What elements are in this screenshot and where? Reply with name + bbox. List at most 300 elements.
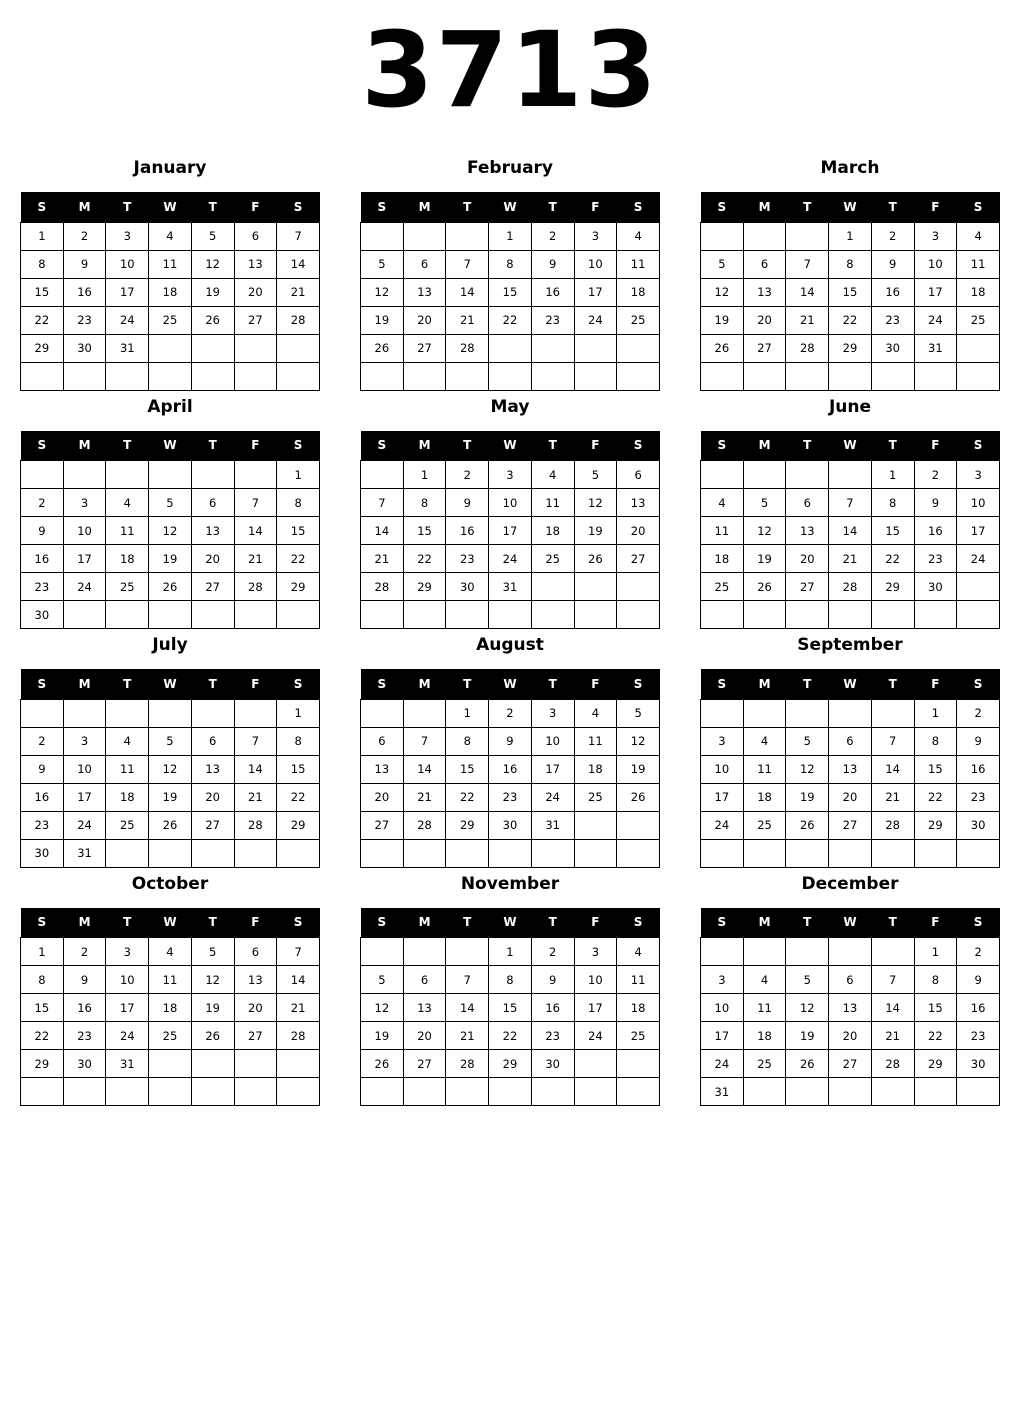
day-cell[interactable]: 2 [63, 222, 106, 250]
day-cell[interactable]: 3 [701, 966, 744, 994]
day-cell[interactable]: 26 [701, 334, 744, 362]
day-cell[interactable]: 13 [829, 994, 872, 1022]
day-cell[interactable]: 10 [574, 250, 617, 278]
day-cell[interactable]: 9 [914, 489, 957, 517]
day-cell[interactable]: 20 [743, 306, 786, 334]
day-cell[interactable]: 18 [701, 545, 744, 573]
day-cell[interactable]: 27 [403, 1050, 446, 1078]
day-cell[interactable]: 11 [701, 517, 744, 545]
day-cell[interactable]: 16 [21, 783, 64, 811]
day-cell[interactable]: 25 [149, 306, 192, 334]
day-cell[interactable]: 11 [149, 966, 192, 994]
day-cell[interactable]: 7 [446, 250, 489, 278]
day-cell[interactable]: 14 [361, 517, 404, 545]
day-cell[interactable]: 28 [277, 1022, 320, 1050]
day-cell[interactable]: 28 [871, 1050, 914, 1078]
day-cell[interactable]: 29 [403, 573, 446, 601]
day-cell[interactable]: 10 [63, 517, 106, 545]
day-cell[interactable]: 26 [743, 573, 786, 601]
day-cell[interactable]: 27 [403, 334, 446, 362]
day-cell[interactable]: 26 [786, 811, 829, 839]
day-cell[interactable]: 15 [829, 278, 872, 306]
day-cell[interactable]: 12 [191, 966, 234, 994]
day-cell[interactable]: 14 [277, 250, 320, 278]
day-cell[interactable]: 9 [21, 755, 64, 783]
day-cell[interactable]: 3 [574, 222, 617, 250]
day-cell[interactable]: 22 [21, 306, 64, 334]
day-cell[interactable]: 17 [574, 278, 617, 306]
day-cell[interactable]: 8 [277, 727, 320, 755]
day-cell[interactable]: 16 [446, 517, 489, 545]
day-cell[interactable]: 14 [446, 278, 489, 306]
day-cell[interactable]: 18 [106, 783, 149, 811]
day-cell[interactable]: 6 [829, 727, 872, 755]
day-cell[interactable]: 6 [191, 727, 234, 755]
day-cell[interactable]: 9 [489, 727, 532, 755]
day-cell[interactable]: 8 [277, 489, 320, 517]
day-cell[interactable]: 21 [871, 1022, 914, 1050]
day-cell[interactable]: 4 [574, 699, 617, 727]
day-cell[interactable]: 12 [743, 517, 786, 545]
day-cell[interactable]: 21 [234, 783, 277, 811]
day-cell[interactable]: 21 [446, 306, 489, 334]
day-cell[interactable]: 28 [234, 573, 277, 601]
day-cell[interactable]: 25 [574, 783, 617, 811]
day-cell[interactable]: 5 [786, 727, 829, 755]
day-cell[interactable]: 20 [403, 306, 446, 334]
day-cell[interactable]: 1 [21, 938, 64, 966]
day-cell[interactable]: 1 [489, 938, 532, 966]
day-cell[interactable]: 3 [914, 222, 957, 250]
day-cell[interactable]: 31 [914, 334, 957, 362]
day-cell[interactable]: 10 [701, 755, 744, 783]
day-cell[interactable]: 6 [191, 489, 234, 517]
day-cell[interactable]: 3 [531, 699, 574, 727]
day-cell[interactable]: 20 [617, 517, 660, 545]
day-cell[interactable]: 11 [743, 755, 786, 783]
day-cell[interactable]: 4 [531, 461, 574, 489]
day-cell[interactable]: 2 [914, 461, 957, 489]
day-cell[interactable]: 15 [914, 755, 957, 783]
day-cell[interactable]: 19 [361, 306, 404, 334]
day-cell[interactable]: 12 [149, 755, 192, 783]
day-cell[interactable]: 8 [829, 250, 872, 278]
day-cell[interactable]: 11 [149, 250, 192, 278]
day-cell[interactable]: 5 [361, 250, 404, 278]
day-cell[interactable]: 19 [149, 783, 192, 811]
day-cell[interactable]: 28 [446, 334, 489, 362]
day-cell[interactable]: 24 [531, 783, 574, 811]
day-cell[interactable]: 2 [489, 699, 532, 727]
day-cell[interactable]: 17 [957, 517, 1000, 545]
day-cell[interactable]: 2 [21, 727, 64, 755]
day-cell[interactable]: 5 [617, 699, 660, 727]
day-cell[interactable]: 1 [489, 222, 532, 250]
day-cell[interactable]: 27 [786, 573, 829, 601]
day-cell[interactable]: 24 [106, 306, 149, 334]
day-cell[interactable]: 14 [234, 755, 277, 783]
day-cell[interactable]: 29 [277, 573, 320, 601]
day-cell[interactable]: 13 [191, 755, 234, 783]
day-cell[interactable]: 31 [106, 1050, 149, 1078]
day-cell[interactable]: 5 [191, 938, 234, 966]
day-cell[interactable]: 11 [531, 489, 574, 517]
day-cell[interactable]: 5 [574, 461, 617, 489]
day-cell[interactable]: 23 [446, 545, 489, 573]
day-cell[interactable]: 4 [617, 222, 660, 250]
day-cell[interactable]: 21 [829, 545, 872, 573]
day-cell[interactable]: 15 [277, 517, 320, 545]
day-cell[interactable]: 10 [574, 966, 617, 994]
day-cell[interactable]: 3 [701, 727, 744, 755]
day-cell[interactable]: 22 [277, 783, 320, 811]
day-cell[interactable]: 28 [871, 811, 914, 839]
day-cell[interactable]: 23 [489, 783, 532, 811]
day-cell[interactable]: 21 [361, 545, 404, 573]
day-cell[interactable]: 9 [957, 727, 1000, 755]
day-cell[interactable]: 28 [234, 811, 277, 839]
day-cell[interactable]: 12 [701, 278, 744, 306]
day-cell[interactable]: 9 [21, 517, 64, 545]
day-cell[interactable]: 29 [277, 811, 320, 839]
day-cell[interactable]: 23 [21, 811, 64, 839]
day-cell[interactable]: 12 [786, 755, 829, 783]
day-cell[interactable]: 24 [106, 1022, 149, 1050]
day-cell[interactable]: 6 [234, 222, 277, 250]
day-cell[interactable]: 22 [403, 545, 446, 573]
day-cell[interactable]: 28 [446, 1050, 489, 1078]
day-cell[interactable]: 1 [871, 461, 914, 489]
day-cell[interactable]: 26 [149, 573, 192, 601]
day-cell[interactable]: 6 [234, 938, 277, 966]
day-cell[interactable]: 8 [914, 966, 957, 994]
day-cell[interactable]: 11 [574, 727, 617, 755]
day-cell[interactable]: 1 [829, 222, 872, 250]
day-cell[interactable]: 28 [277, 306, 320, 334]
day-cell[interactable]: 30 [531, 1050, 574, 1078]
day-cell[interactable]: 10 [489, 489, 532, 517]
day-cell[interactable]: 25 [149, 1022, 192, 1050]
day-cell[interactable]: 7 [361, 489, 404, 517]
day-cell[interactable]: 27 [191, 811, 234, 839]
day-cell[interactable]: 14 [234, 517, 277, 545]
day-cell[interactable]: 6 [361, 727, 404, 755]
day-cell[interactable]: 10 [63, 755, 106, 783]
day-cell[interactable]: 23 [63, 1022, 106, 1050]
day-cell[interactable]: 15 [21, 994, 64, 1022]
day-cell[interactable]: 8 [21, 250, 64, 278]
day-cell[interactable]: 12 [191, 250, 234, 278]
day-cell[interactable]: 14 [786, 278, 829, 306]
day-cell[interactable]: 24 [914, 306, 957, 334]
day-cell[interactable]: 25 [743, 811, 786, 839]
day-cell[interactable]: 31 [489, 573, 532, 601]
day-cell[interactable]: 5 [786, 966, 829, 994]
day-cell[interactable]: 22 [829, 306, 872, 334]
day-cell[interactable]: 3 [63, 727, 106, 755]
day-cell[interactable]: 15 [403, 517, 446, 545]
day-cell[interactable]: 2 [531, 938, 574, 966]
day-cell[interactable]: 21 [403, 783, 446, 811]
day-cell[interactable]: 9 [63, 966, 106, 994]
day-cell[interactable]: 16 [531, 278, 574, 306]
day-cell[interactable]: 5 [743, 489, 786, 517]
day-cell[interactable]: 11 [106, 755, 149, 783]
day-cell[interactable]: 16 [957, 994, 1000, 1022]
day-cell[interactable]: 19 [786, 1022, 829, 1050]
day-cell[interactable]: 25 [106, 811, 149, 839]
day-cell[interactable]: 13 [403, 994, 446, 1022]
day-cell[interactable]: 16 [531, 994, 574, 1022]
day-cell[interactable]: 7 [871, 727, 914, 755]
day-cell[interactable]: 4 [743, 727, 786, 755]
day-cell[interactable]: 10 [531, 727, 574, 755]
day-cell[interactable]: 7 [277, 938, 320, 966]
day-cell[interactable]: 6 [743, 250, 786, 278]
day-cell[interactable]: 29 [829, 334, 872, 362]
day-cell[interactable]: 17 [701, 1022, 744, 1050]
day-cell[interactable]: 30 [21, 839, 64, 867]
day-cell[interactable]: 6 [403, 250, 446, 278]
day-cell[interactable]: 23 [531, 1022, 574, 1050]
day-cell[interactable]: 30 [21, 601, 64, 629]
day-cell[interactable]: 7 [403, 727, 446, 755]
day-cell[interactable]: 28 [361, 573, 404, 601]
day-cell[interactable]: 23 [63, 306, 106, 334]
day-cell[interactable]: 24 [957, 545, 1000, 573]
day-cell[interactable]: 18 [531, 517, 574, 545]
day-cell[interactable]: 7 [829, 489, 872, 517]
day-cell[interactable]: 9 [63, 250, 106, 278]
day-cell[interactable]: 13 [786, 517, 829, 545]
day-cell[interactable]: 20 [234, 278, 277, 306]
day-cell[interactable]: 11 [617, 966, 660, 994]
day-cell[interactable]: 7 [871, 966, 914, 994]
day-cell[interactable]: 5 [701, 250, 744, 278]
day-cell[interactable]: 18 [106, 545, 149, 573]
day-cell[interactable]: 9 [871, 250, 914, 278]
day-cell[interactable]: 3 [106, 222, 149, 250]
day-cell[interactable]: 20 [403, 1022, 446, 1050]
day-cell[interactable]: 4 [106, 489, 149, 517]
day-cell[interactable]: 29 [21, 1050, 64, 1078]
day-cell[interactable]: 30 [446, 573, 489, 601]
day-cell[interactable]: 2 [957, 699, 1000, 727]
day-cell[interactable]: 6 [403, 966, 446, 994]
day-cell[interactable]: 11 [617, 250, 660, 278]
day-cell[interactable]: 19 [191, 278, 234, 306]
day-cell[interactable]: 10 [106, 250, 149, 278]
day-cell[interactable]: 15 [489, 278, 532, 306]
day-cell[interactable]: 3 [957, 461, 1000, 489]
day-cell[interactable]: 24 [489, 545, 532, 573]
day-cell[interactable]: 4 [743, 966, 786, 994]
day-cell[interactable]: 17 [489, 517, 532, 545]
day-cell[interactable]: 22 [489, 1022, 532, 1050]
day-cell[interactable]: 31 [106, 334, 149, 362]
day-cell[interactable]: 19 [149, 545, 192, 573]
day-cell[interactable]: 27 [829, 811, 872, 839]
day-cell[interactable]: 26 [574, 545, 617, 573]
day-cell[interactable]: 7 [234, 489, 277, 517]
day-cell[interactable]: 17 [106, 994, 149, 1022]
day-cell[interactable]: 11 [957, 250, 1000, 278]
day-cell[interactable]: 10 [957, 489, 1000, 517]
day-cell[interactable]: 28 [829, 573, 872, 601]
day-cell[interactable]: 2 [21, 489, 64, 517]
day-cell[interactable]: 18 [574, 755, 617, 783]
day-cell[interactable]: 2 [531, 222, 574, 250]
day-cell[interactable]: 26 [617, 783, 660, 811]
day-cell[interactable]: 5 [149, 727, 192, 755]
day-cell[interactable]: 13 [234, 966, 277, 994]
day-cell[interactable]: 28 [786, 334, 829, 362]
day-cell[interactable]: 17 [914, 278, 957, 306]
day-cell[interactable]: 29 [914, 811, 957, 839]
day-cell[interactable]: 22 [914, 783, 957, 811]
day-cell[interactable]: 3 [106, 938, 149, 966]
day-cell[interactable]: 4 [617, 938, 660, 966]
day-cell[interactable]: 12 [617, 727, 660, 755]
day-cell[interactable]: 19 [191, 994, 234, 1022]
day-cell[interactable]: 8 [489, 250, 532, 278]
day-cell[interactable]: 3 [63, 489, 106, 517]
day-cell[interactable]: 26 [191, 306, 234, 334]
day-cell[interactable]: 17 [531, 755, 574, 783]
day-cell[interactable]: 14 [829, 517, 872, 545]
day-cell[interactable]: 13 [234, 250, 277, 278]
day-cell[interactable]: 16 [63, 278, 106, 306]
day-cell[interactable]: 1 [403, 461, 446, 489]
day-cell[interactable]: 24 [701, 811, 744, 839]
day-cell[interactable]: 16 [871, 278, 914, 306]
day-cell[interactable]: 12 [361, 278, 404, 306]
day-cell[interactable]: 13 [361, 755, 404, 783]
day-cell[interactable]: 20 [191, 783, 234, 811]
day-cell[interactable]: 27 [234, 306, 277, 334]
day-cell[interactable]: 5 [361, 966, 404, 994]
day-cell[interactable]: 25 [617, 1022, 660, 1050]
day-cell[interactable]: 2 [871, 222, 914, 250]
day-cell[interactable]: 29 [21, 334, 64, 362]
day-cell[interactable]: 8 [403, 489, 446, 517]
day-cell[interactable]: 15 [914, 994, 957, 1022]
day-cell[interactable]: 4 [149, 222, 192, 250]
day-cell[interactable]: 18 [743, 783, 786, 811]
day-cell[interactable]: 14 [277, 966, 320, 994]
day-cell[interactable]: 18 [957, 278, 1000, 306]
day-cell[interactable]: 25 [743, 1050, 786, 1078]
day-cell[interactable]: 20 [234, 994, 277, 1022]
day-cell[interactable]: 26 [191, 1022, 234, 1050]
day-cell[interactable]: 26 [149, 811, 192, 839]
day-cell[interactable]: 12 [361, 994, 404, 1022]
day-cell[interactable]: 30 [957, 811, 1000, 839]
day-cell[interactable]: 25 [701, 573, 744, 601]
day-cell[interactable]: 7 [234, 727, 277, 755]
day-cell[interactable]: 12 [149, 517, 192, 545]
day-cell[interactable]: 23 [871, 306, 914, 334]
day-cell[interactable]: 30 [63, 1050, 106, 1078]
day-cell[interactable]: 1 [277, 699, 320, 727]
day-cell[interactable]: 13 [191, 517, 234, 545]
day-cell[interactable]: 9 [531, 250, 574, 278]
day-cell[interactable]: 22 [277, 545, 320, 573]
day-cell[interactable]: 17 [63, 545, 106, 573]
day-cell[interactable]: 20 [829, 783, 872, 811]
day-cell[interactable]: 18 [617, 278, 660, 306]
day-cell[interactable]: 14 [446, 994, 489, 1022]
day-cell[interactable]: 21 [786, 306, 829, 334]
day-cell[interactable]: 2 [63, 938, 106, 966]
day-cell[interactable]: 12 [574, 489, 617, 517]
day-cell[interactable]: 19 [786, 783, 829, 811]
day-cell[interactable]: 13 [617, 489, 660, 517]
day-cell[interactable]: 21 [871, 783, 914, 811]
day-cell[interactable]: 15 [871, 517, 914, 545]
day-cell[interactable]: 16 [914, 517, 957, 545]
day-cell[interactable]: 7 [786, 250, 829, 278]
day-cell[interactable]: 18 [743, 1022, 786, 1050]
day-cell[interactable]: 13 [403, 278, 446, 306]
day-cell[interactable]: 4 [106, 727, 149, 755]
day-cell[interactable]: 8 [914, 727, 957, 755]
day-cell[interactable]: 27 [743, 334, 786, 362]
day-cell[interactable]: 23 [21, 573, 64, 601]
day-cell[interactable]: 24 [574, 306, 617, 334]
day-cell[interactable]: 16 [957, 755, 1000, 783]
day-cell[interactable]: 22 [871, 545, 914, 573]
day-cell[interactable]: 9 [446, 489, 489, 517]
day-cell[interactable]: 23 [957, 783, 1000, 811]
day-cell[interactable]: 31 [531, 811, 574, 839]
day-cell[interactable]: 21 [234, 545, 277, 573]
day-cell[interactable]: 1 [914, 938, 957, 966]
day-cell[interactable]: 5 [149, 489, 192, 517]
day-cell[interactable]: 14 [871, 994, 914, 1022]
day-cell[interactable]: 12 [786, 994, 829, 1022]
day-cell[interactable]: 23 [957, 1022, 1000, 1050]
day-cell[interactable]: 10 [701, 994, 744, 1022]
day-cell[interactable]: 27 [234, 1022, 277, 1050]
day-cell[interactable]: 21 [277, 278, 320, 306]
day-cell[interactable]: 21 [277, 994, 320, 1022]
day-cell[interactable]: 14 [871, 755, 914, 783]
day-cell[interactable]: 18 [149, 278, 192, 306]
day-cell[interactable]: 24 [701, 1050, 744, 1078]
day-cell[interactable]: 8 [871, 489, 914, 517]
day-cell[interactable]: 11 [743, 994, 786, 1022]
day-cell[interactable]: 8 [21, 966, 64, 994]
day-cell[interactable]: 18 [617, 994, 660, 1022]
day-cell[interactable]: 20 [829, 1022, 872, 1050]
day-cell[interactable]: 11 [106, 517, 149, 545]
day-cell[interactable]: 24 [574, 1022, 617, 1050]
day-cell[interactable]: 25 [106, 573, 149, 601]
day-cell[interactable]: 15 [277, 755, 320, 783]
day-cell[interactable]: 25 [957, 306, 1000, 334]
day-cell[interactable]: 27 [191, 573, 234, 601]
day-cell[interactable]: 27 [829, 1050, 872, 1078]
day-cell[interactable]: 15 [446, 755, 489, 783]
day-cell[interactable]: 15 [21, 278, 64, 306]
day-cell[interactable]: 27 [361, 811, 404, 839]
day-cell[interactable]: 13 [829, 755, 872, 783]
day-cell[interactable]: 2 [957, 938, 1000, 966]
day-cell[interactable]: 4 [957, 222, 1000, 250]
day-cell[interactable]: 23 [531, 306, 574, 334]
day-cell[interactable]: 18 [149, 994, 192, 1022]
